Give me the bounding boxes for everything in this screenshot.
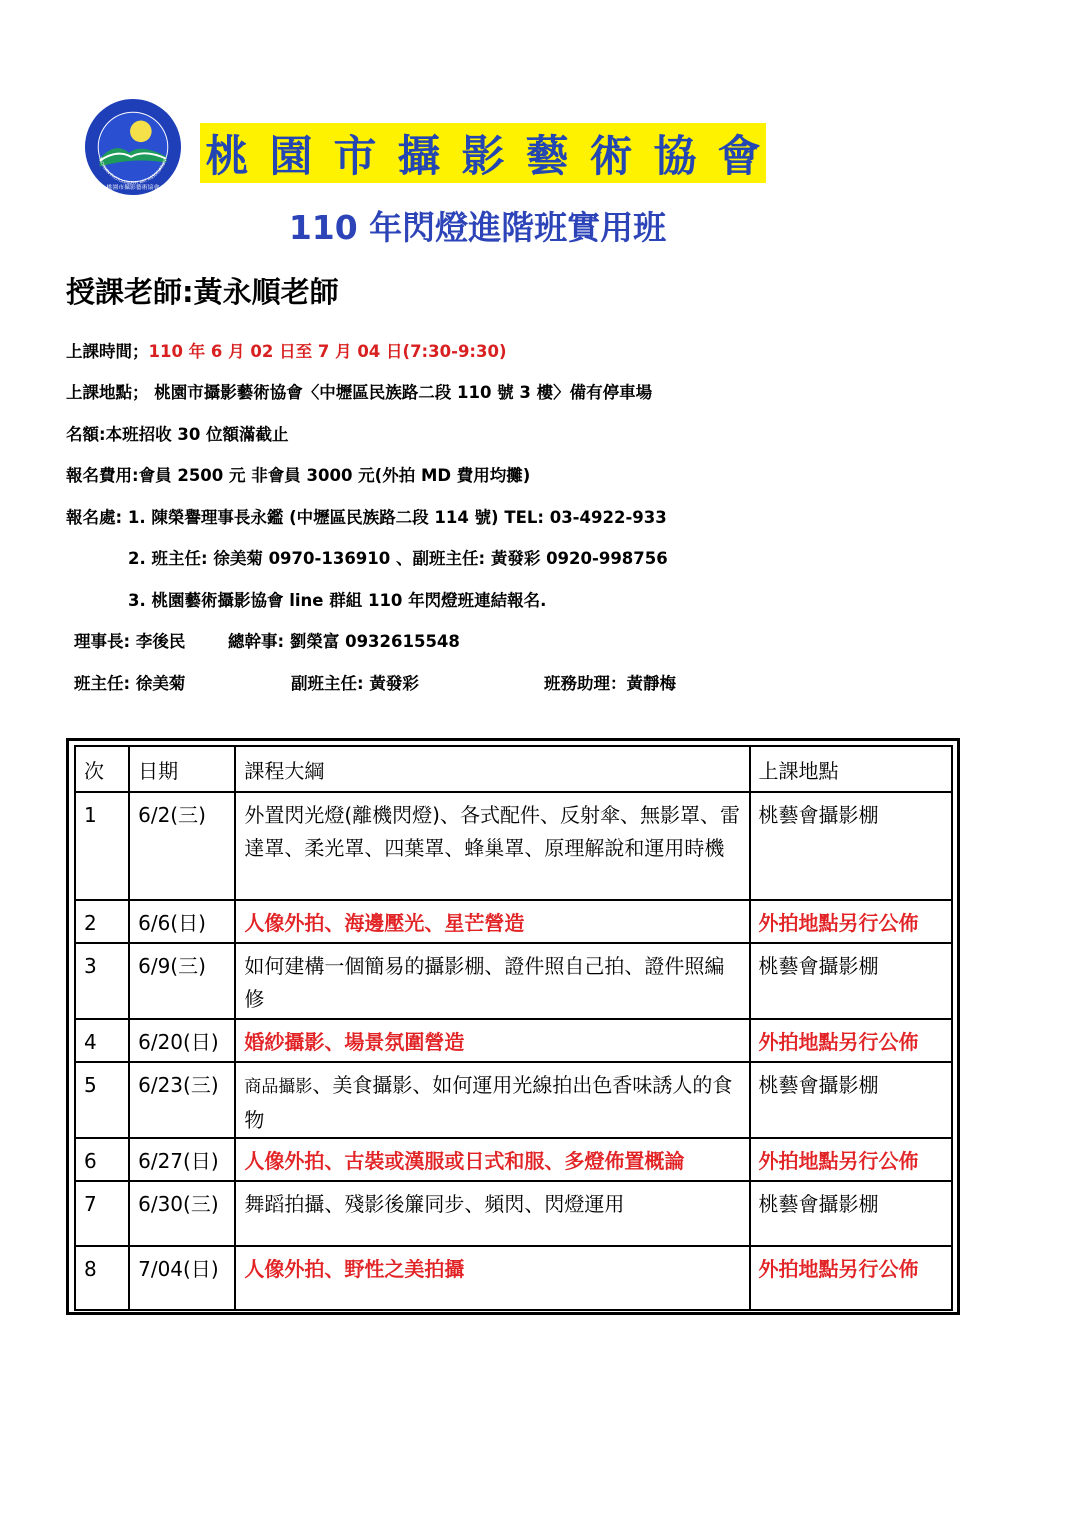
row-location: 外拍地點另行公佈 <box>750 1246 952 1310</box>
row-no: 3 <box>75 943 129 1019</box>
org-name: 桃園市攝影藝術協會 <box>205 131 782 182</box>
row-topic-rest: 、美食攝影、如何運用光線拍出色香味誘人的食物 <box>244 1073 733 1132</box>
header-no: 次 <box>75 746 129 792</box>
table-row <box>75 1138 952 1181</box>
row-topic: 婚紗攝影、場景氛圍營造 <box>235 1019 749 1062</box>
table-row <box>75 1019 952 1062</box>
row-no: 1 <box>75 792 129 900</box>
row-location: 桃藝會攝影棚 <box>750 943 952 1019</box>
registration-3: 3. 桃園藝術攝影協會 line 群組 110 年閃燈班連結報名. <box>128 591 547 610</box>
schedule-table-frame <box>66 738 960 1315</box>
class-place: 上課地點； 桃園市攝影藝術協會〈中壢區民族路二段 110 號 3 樓〉備有停車場 <box>66 383 653 402</box>
table-row <box>75 1246 952 1310</box>
row-topic-prefix: 商品攝影 <box>244 1077 313 1097</box>
row-topic: 人像外拍、海邊壓光、星芒營造 <box>235 900 749 943</box>
logo-ring-text: TAOYUAN PHOTOGRAPHY ART ASSOCIATION <box>97 156 168 186</box>
org-name-banner <box>200 123 782 183</box>
row-topic: 人像外拍、野性之美拍攝 <box>235 1246 749 1310</box>
row-no: 5 <box>75 1062 129 1138</box>
row-date: 6/6(日) <box>129 900 235 943</box>
row-no: 2 <box>75 900 129 943</box>
table-row <box>75 1181 952 1246</box>
table-row <box>75 900 952 943</box>
chairman: 理事長: 李後民 <box>74 632 186 651</box>
header-date: 日期 <box>129 746 235 792</box>
row-topic: 如何建構一個簡易的攝影棚、證件照自己拍、證件照編修 <box>235 943 749 1019</box>
header-location: 上課地點 <box>750 746 952 792</box>
teacher-line: 授課老師:黃永順老師 <box>66 275 339 309</box>
association-logo <box>84 98 182 196</box>
class-time <box>66 338 507 362</box>
row-location: 外拍地點另行公佈 <box>750 1138 952 1181</box>
row-location: 桃藝會攝影棚 <box>750 1062 952 1138</box>
table-row <box>75 943 952 1019</box>
class-time-label: 上課時間； <box>66 342 149 361</box>
row-location: 外拍地點另行公佈 <box>750 900 952 943</box>
table-row <box>75 1062 952 1138</box>
vice-class-head: 副班主任: 黃發彩 <box>291 674 419 693</box>
course-title: 110 年閃燈進階班實用班 <box>288 208 667 247</box>
row-location: 桃藝會攝影棚 <box>750 1181 952 1246</box>
row-date: 6/27(日) <box>129 1138 235 1181</box>
logo-bottom-text: 桃園市攝影藝術協會 <box>106 185 160 192</box>
registration-1: 報名處: 1. 陳榮譽理事長永鑑 (中壢區民族路二段 114 號) TEL: 03-4922-933 <box>66 508 667 527</box>
table-header-row <box>75 746 952 792</box>
row-date: 6/30(三) <box>129 1181 235 1246</box>
class-assistant: 班務助理：黃靜梅 <box>544 674 676 693</box>
row-date: 6/20(日) <box>129 1019 235 1062</box>
row-date: 6/2(三) <box>129 792 235 900</box>
header-topic: 課程大綱 <box>235 746 749 792</box>
class-head: 班主任: 徐美菊 <box>74 674 186 693</box>
quota: 名額:本班招收 30 位額滿截止 <box>66 425 289 444</box>
row-date: 6/9(三) <box>129 943 235 1019</box>
table-row <box>75 792 952 900</box>
row-topic: 人像外拍、古裝或漢服或日式和服、多燈佈置概論 <box>235 1138 749 1181</box>
row-no: 7 <box>75 1181 129 1246</box>
row-location: 桃藝會攝影棚 <box>750 792 952 900</box>
row-no: 4 <box>75 1019 129 1062</box>
row-topic <box>235 1062 749 1138</box>
row-no: 8 <box>75 1246 129 1310</box>
row-topic: 外置閃光燈(離機閃燈)、各式配件、反射傘、無影罩、雷達罩、柔光罩、四葉罩、蜂巢罩、原理解說和運用時機 <box>235 792 749 900</box>
row-no: 6 <box>75 1138 129 1181</box>
secretary-general: 總幹事: 劉榮富 0932615548 <box>228 632 460 651</box>
fee: 報名費用:會員 2500 元 非會員 3000 元(外拍 MD 費用均攤) <box>66 466 531 485</box>
class-time-value: 110 年 6 月 02 日至 7 月 04 日(7:30-9:30) <box>148 342 507 361</box>
row-topic: 舞蹈拍攝、殘影後簾同步、頻閃、閃燈運用 <box>235 1181 749 1246</box>
row-date: 6/23(三) <box>129 1062 235 1138</box>
registration-2: 2. 班主任: 徐美菊 0970-136910 、副班主任: 黃發彩 0920-998756 <box>128 549 668 568</box>
row-date: 7/04(日) <box>129 1246 235 1310</box>
schedule-table <box>74 745 953 1311</box>
row-location: 外拍地點另行公佈 <box>750 1019 952 1062</box>
